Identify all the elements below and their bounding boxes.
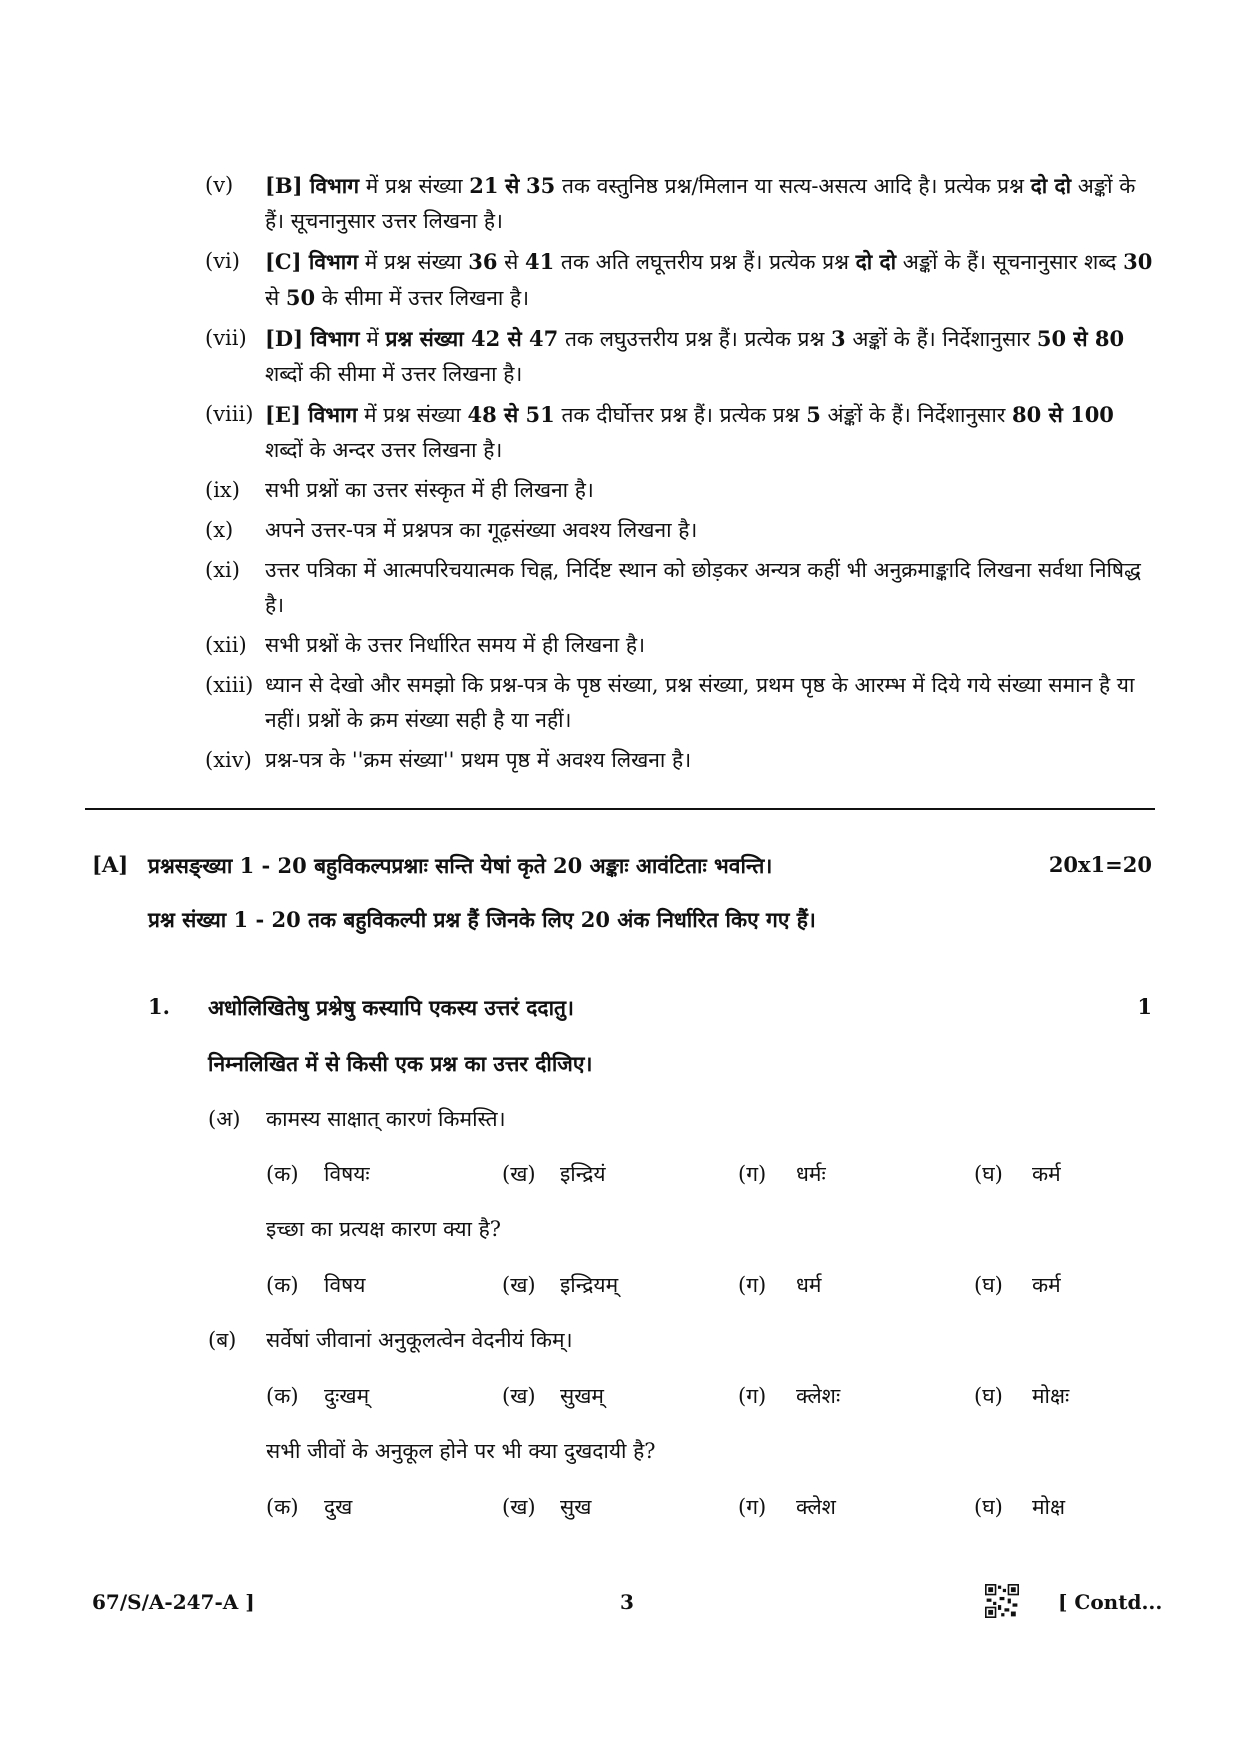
option-text: मोक्षः: [1032, 1384, 1070, 1408]
option-text: दुःखम्: [324, 1384, 370, 1408]
instruction-number: (xi): [205, 558, 240, 582]
instruction-number: (ix): [205, 478, 240, 502]
part-label: (ब): [208, 1328, 237, 1352]
option-label: (क): [266, 1273, 299, 1297]
instruction-text: [B] विभाग में प्रश्न संख्या 21 से 35 तक वस्तुनिष्ठ प्रश्न/मिलान या सत्य-असत्य आदि है। प्रत्येक प्रश्न दो दो अङ्कों के हैं। सूचनानुसार उत्तर लिखना है।: [265, 173, 1136, 233]
option: [974, 1493, 1065, 1521]
instruction-item: [205, 244, 1155, 316]
section-divider: [85, 808, 1155, 810]
instruction-text: ध्यान से देखो और समझो कि प्रश्न-पत्र के पृष्ठ संख्या, प्रश्न संख्या, प्रथम पृष्ठ के आरम्भ में दिये गये संख्या समान है या नहीं। प्रश्नों के क्रम संख्या सही है या नहीं।: [265, 673, 1135, 732]
option-label: (घ): [974, 1384, 1003, 1408]
instruction-number: (xii): [205, 633, 247, 657]
section-title-hindi: प्रश्न संख्या 1 - 20 तक बहुविकल्पी प्रश्न हैं जिनके लिए 20 अंक निर्धारित किए गए हैं।: [148, 907, 816, 932]
part-question-hindi: इच्छा का प्रत्यक्ष कारण क्या है?: [266, 1217, 502, 1241]
option-label: (ग): [738, 1273, 767, 1297]
question-text-hindi: निम्नलिखित में से किसी एक प्रश्न का उत्तर दीजिए।: [208, 1051, 593, 1076]
instruction-number: (x): [205, 518, 234, 542]
option: [502, 1271, 618, 1299]
option-label: (क): [266, 1384, 299, 1408]
paper-code: 67/S/A-247-A ]: [92, 1590, 255, 1614]
section-title: प्रश्नसङ्ख्या 1 - 20 बहुविकल्पप्रश्नाः सन्ति येषां कृते 20 अङ्काः आवंटिताः भवन्ति।: [148, 853, 773, 878]
part-b-question: [208, 1326, 573, 1354]
instruction-number: (xiii): [205, 673, 254, 697]
option-text: सुखम्: [560, 1384, 604, 1408]
instruction-item: [205, 628, 1155, 663]
option: [502, 1160, 606, 1188]
instruction-text: [E] विभाग में प्रश्न संख्या 48 से 51 तक दीर्घोत्तर प्रश्न हैं। प्रत्येक प्रश्न 5 अंङ्कों के हैं। निर्देशानुसार 80 से 100 शब्दों के अन्दर उत्तर लिखना है।: [265, 402, 1114, 462]
option: [266, 1271, 365, 1299]
part-question-sanskrit: कामस्य साक्षात् कारणं किमस्ति।: [266, 1107, 506, 1131]
qr-code-icon: [985, 1584, 1019, 1618]
instruction-item: [205, 743, 1155, 778]
instruction-text: प्रश्न-पत्र के ''क्रम संख्या'' प्रथम पृष्ठ में अवश्य लिखना है।: [265, 748, 692, 772]
option: [266, 1493, 352, 1521]
option: [738, 1382, 840, 1410]
option-label: (ख): [502, 1162, 536, 1186]
option-label: (घ): [974, 1162, 1003, 1186]
option-text: विषयः: [324, 1162, 370, 1186]
page-number: 3: [620, 1590, 634, 1614]
option-text: क्लेश: [796, 1495, 836, 1519]
question-marks: 1: [1137, 994, 1152, 1019]
question-number: 1.: [148, 994, 170, 1019]
continued-label: [ Contd...: [1058, 1590, 1163, 1614]
option: [738, 1493, 836, 1521]
section-marks: 20x1=20: [1048, 852, 1152, 877]
option-text: दुख: [324, 1495, 353, 1519]
option-text: इन्द्रियं: [560, 1162, 606, 1186]
option-text: मोक्ष: [1032, 1495, 1066, 1519]
instruction-text: सभी प्रश्नों का उत्तर संस्कृत में ही लिखना है।: [265, 478, 594, 502]
part-question-sanskrit: सर्वेषां जीवानां अनुकूलत्वेन वेदनीयं किम्।: [266, 1328, 573, 1352]
option-text: धर्म: [796, 1273, 822, 1297]
instruction-text: अपने उत्तर-पत्र में प्रश्नपत्र का गूढ़संख्या अवश्य लिखना है।: [265, 518, 698, 542]
option-label: (क): [266, 1495, 299, 1519]
option: [266, 1382, 369, 1410]
question-text: अधोलिखितेषु प्रश्नेषु कस्यापि एकस्य उत्तरं ददातु।: [208, 995, 574, 1020]
option-text: इन्द्रियम्: [560, 1273, 619, 1297]
option-label: (ख): [502, 1495, 536, 1519]
instruction-text: सभी प्रश्नों के उत्तर निर्धारित समय में ही लिखना है।: [265, 633, 646, 657]
option-text: कर्म: [1032, 1273, 1061, 1297]
option: [738, 1271, 821, 1299]
part-question-hindi: सभी जीवों के अनुकूल होने पर भी क्या दुखदायी है?: [266, 1439, 656, 1463]
option-label: (ग): [738, 1384, 767, 1408]
option: [266, 1160, 370, 1188]
instruction-item: [205, 397, 1155, 468]
option: [502, 1382, 604, 1410]
instruction-item: [205, 168, 1155, 239]
instruction-text: उत्तर पत्रिका में आत्मपरिचयात्मक चिह्न, निर्दिष्ट स्थान को छोड़कर अन्यत्र कहीं भी अनुक्रमाङ्कादि लिखना सर्वथा निषिद्ध है।: [265, 558, 1141, 617]
option: [974, 1271, 1061, 1299]
instruction-number: (v): [205, 173, 234, 197]
instruction-item: [205, 513, 1155, 548]
option: [974, 1382, 1069, 1410]
section-tag: [A]: [92, 852, 129, 877]
instruction-number: (vii): [205, 326, 247, 350]
instruction-item: [205, 473, 1155, 508]
option-label: (ख): [502, 1384, 536, 1408]
option-text: क्लेशः: [796, 1384, 841, 1408]
instruction-item: [205, 321, 1155, 392]
part-a-question: [208, 1105, 506, 1133]
option-label: (ख): [502, 1273, 536, 1297]
option-text: सुख: [560, 1495, 592, 1519]
option-text: धर्मः: [796, 1162, 826, 1186]
option-text: कर्म: [1032, 1162, 1061, 1186]
instruction-text: [C] विभाग में प्रश्न संख्या 36 से 41 तक अति लघूत्तरीय प्रश्न हैं। प्रत्येक प्रश्न दो दो अङ्कों के हैं। सूचनानुसार शब्द 30 से 50 के सीमा में उत्तर लिखना है।: [265, 249, 1153, 310]
option-label: (घ): [974, 1495, 1003, 1519]
option: [738, 1160, 826, 1188]
instruction-item: [205, 553, 1155, 623]
option: [502, 1493, 591, 1521]
instruction-number: (viii): [205, 402, 254, 426]
part-label: (अ): [208, 1107, 241, 1131]
instructions-list: [205, 168, 1155, 783]
instruction-item: [205, 668, 1155, 738]
option-label: (ग): [738, 1162, 767, 1186]
option: [974, 1160, 1061, 1188]
instruction-text: [D] विभाग में प्रश्न संख्या 42 से 47 तक लघुउत्तरीय प्रश्न हैं। प्रत्येक प्रश्न 3 अङ्कों के हैं। निर्देशानुसार 50 से 80 शब्दों की सीमा में उत्तर लिखना है।: [265, 326, 1125, 386]
option-label: (क): [266, 1162, 299, 1186]
instruction-number: (xiv): [205, 748, 252, 772]
instruction-number: (vi): [205, 249, 240, 273]
option-text: विषय: [324, 1273, 366, 1297]
option-label: (ग): [738, 1495, 767, 1519]
option-label: (घ): [974, 1273, 1003, 1297]
